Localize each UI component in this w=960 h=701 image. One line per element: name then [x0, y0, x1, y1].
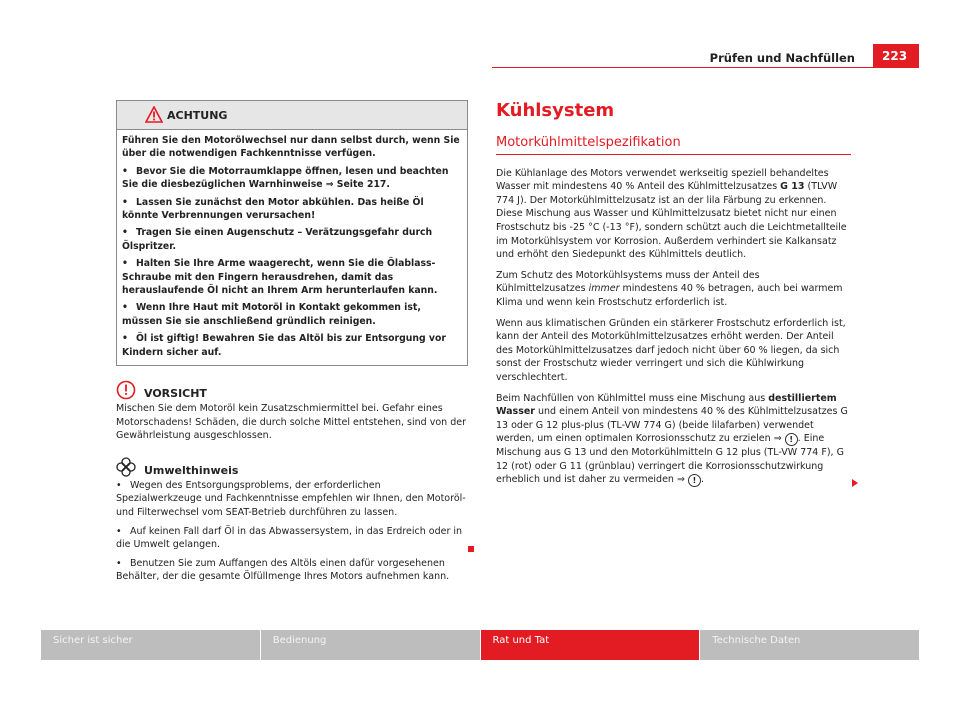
environment-item: • Auf keinen Fall darf Öl in das Abwassersystem, in das Erdreich oder in die Umwelt gelangen. [116, 525, 463, 551]
tab-bedienung[interactable]: Bedienung [260, 630, 480, 660]
warning-item: • Wenn Ihre Haut mit Motoröl in Kontakt gekommen ist, müssen Sie sie anschließend gründlich reinigen. [122, 302, 421, 327]
coolant-text [496, 167, 851, 488]
paragraph: Wenn aus klimatischen Gründen ein stärkerer Frostschutz erforderlich ist, kann der Anteil des Motorkühlmittelzusatzes erhöht werden. Der Anteil des Motorkühlmittelzusatzes darf jedoch nicht über 60 % liegen, da sich sonst der Frostschutz wieder verringert und sich die Kühlwirkung verschlechtert. [496, 317, 846, 383]
paragraph: Beim Nachfüllen von Kühlmittel muss eine Mischung aus destilliertem Wasser und einem Anteil von mindestens 40 % des Kühlmittelzusatzes G 13 oder G 12 plus-plus (TL-VW 774 G) (beide lilafarben) verwendet werden, um einen optimalen Korrosionsschutz zu erzielen ⇒ ! . Eine Mischung aus G 13 und den Motorkühlmitteln G 12 plus (TL-VW 774 F), G 12 (rot) oder G 11 (grünblau) verringert die Korrosionsschutzwirkung erheblich und ist daher zu vermeiden ⇒ ! . [496, 392, 848, 486]
section-end-marker [468, 546, 474, 552]
environment-item: • Wegen des Entsorgungsproblems, der erforderlichen Spezialwerkzeuge und Fachkenntnisse empfehlen wir Ihnen, den Motoröl- und Filterwechsel vom SEAT-Betrieb durchführen zu lassen. [116, 479, 466, 519]
warning-item: • Öl ist giftig! Bewahren Sie das Altöl bis zur Entsorgung vor Kindern sicher auf. [122, 333, 446, 358]
page-number: 223 [873, 44, 919, 68]
caution-body [116, 402, 468, 443]
environment-item: • Benutzen Sie zum Auffangen des Altöls einen dafür vorgesehenen Behälter, der die gesamte Ölfüllmenge Ihres Motors aufnehmen kann. [116, 557, 450, 583]
warning-item: • Tragen Sie einen Augenschutz – Verätzungsgefahr durch Ölspritzer. [122, 227, 433, 252]
caution-ref-icon[interactable]: ! [785, 433, 798, 446]
clover-icon [116, 457, 136, 477]
warning-body [117, 130, 467, 365]
warning-item: • Halten Sie Ihre Arme waagerecht, wenn Sie die Ölablass-Schraube mit den Fingern herausdrehen, damit das herauslaufende Öl nicht an Ihrem Arm herunterlaufen kann. [122, 258, 438, 297]
tab-sicher-ist-sicher[interactable]: Sicher ist sicher [41, 630, 260, 660]
paragraph: Zum Schutz des Motorkühlsystems muss der Anteil des Kühlmittelzusatzes immer mindestens 40 % betragen, auch bei warmem Klima und wenn kein Frostschutz erforderlich ist. [496, 269, 843, 308]
caution-header [116, 380, 468, 402]
section-heading: Kühlsystem [496, 100, 615, 121]
caution-circle-icon [116, 380, 136, 400]
header-divider [492, 67, 919, 68]
footer-nav [41, 630, 919, 660]
caution-text: Mischen Sie dem Motoröl kein Zusatzschmiermittel bei. Gefahr eines Motorschadens! Schäden, die durch solche Mittel entstehen, sind von der Gewährleistung ausgeschlossen. [116, 403, 466, 442]
environment-header [116, 457, 468, 479]
warning-item: • Lassen Sie zunächst den Motor abkühlen. Das heiße Öl könnte Verbrennungen verursachen! [122, 196, 424, 222]
environment-body [116, 479, 468, 584]
environment-title: Umwelthinweis [144, 463, 239, 477]
warning-box [116, 100, 468, 366]
subsection-heading: Motorkühlmittelspezifikation [496, 136, 851, 155]
caution-ref-icon[interactable]: ! [688, 474, 701, 487]
warning-title: ACHTUNG [167, 109, 228, 122]
continue-arrow-icon [852, 479, 858, 487]
warning-intro: Führen Sie den Motorölwechsel nur dann selbst durch, wenn Sie über die notwendigen Fachkenntnisse verfügen. [122, 135, 460, 160]
warning-triangle-icon [145, 106, 163, 123]
caution-title: VORSICHT [144, 387, 207, 401]
warning-item: • Bevor Sie die Motorraumklappe öffnen, lesen und beachten Sie die diesbezüglichen Warnhinweise ⇒ Seite 217. [122, 165, 449, 191]
page-header-title: Prüfen und Nachfüllen [709, 51, 855, 65]
tab-rat-und-tat[interactable]: Rat und Tat [480, 630, 700, 660]
paragraph: Die Kühlanlage des Motors verwendet werkseitig speziell behandeltes Wasser mit mindestens 40 % Anteil des Kühlmittelzusatzes G 13 (TLVW 774 J). Der Motorkühlmittelzusatz ist an der lila Färbung zu erkennen. Diese Mischung aus Wasser und Kühlmittelzusatz bietet nicht nur einen Frostschutz bis -25 °C (-13 °F), sondern schützt auch die Leichtmetallteile im Motorkühlsystem vor Korrosion. Außerdem verhindert sie Kalkansatz und erhöht den Siedepunkt des Kühlmittels deutlich. [496, 167, 847, 261]
left-column [116, 100, 468, 589]
warning-box-header [117, 101, 467, 130]
tab-technische-daten[interactable]: Technische Daten [699, 630, 919, 660]
right-column [496, 100, 851, 494]
